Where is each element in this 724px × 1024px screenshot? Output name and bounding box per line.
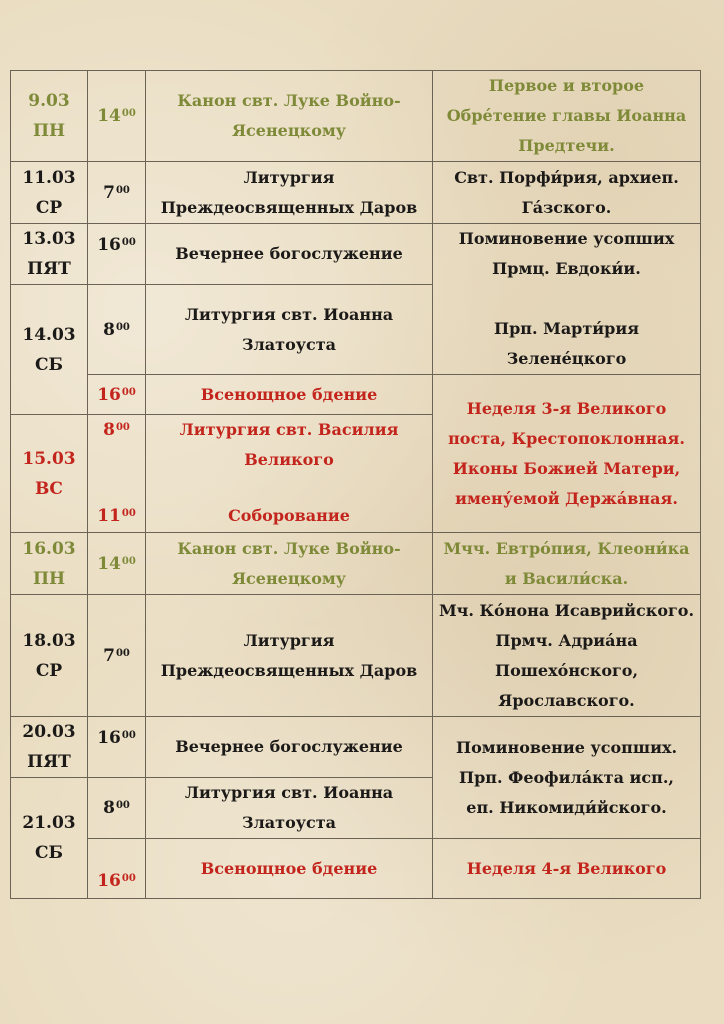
time-cell: $14^{00}$ (88, 533, 146, 595)
date-cell: 13.03 ПЯТ (11, 224, 88, 285)
service-cell: Литургия свт. Иоанна Златоуста (146, 778, 433, 839)
date-cell: 11.03 СР (11, 162, 88, 224)
time-cell: $16^{00}$ (88, 717, 146, 778)
time-cell: $16^{00}$ (88, 839, 146, 899)
service-cell: Вечернее богослужение (146, 224, 433, 285)
saint-cell: Поминовение усопших Прмц. Евдоки́и. Прп. Марти́рия Зелене́цкого (433, 224, 701, 375)
date-cell: 16.03 ПН (11, 533, 88, 595)
service-cell: Литургия Преждеосвященных Даров (146, 595, 433, 717)
time-cell: $16^{00}$ (88, 375, 146, 415)
service-cell: Всенощное бдение (146, 839, 433, 899)
service-cell: Канон свт. Луке Войно- Ясенецкому (146, 533, 433, 595)
date-cell: 15.03 ВС (11, 415, 88, 533)
saint-cell: Мчч. Евтро́пия, Клеони́ка и Васили́ска. (433, 533, 701, 595)
service-cell: Вечернее богослужение (146, 717, 433, 778)
table-row (11, 224, 701, 285)
service-cell: Канон свт. Луке Войно- Ясенецкому (146, 71, 433, 162)
time-cell: $7^{00}$ (88, 162, 146, 224)
schedule-page (10, 70, 700, 899)
service-schedule-table (10, 70, 701, 899)
date-cell: 20.03 ПЯТ (11, 717, 88, 778)
table-row (11, 533, 701, 595)
saint-cell: Свт. Порфи́рия, архиеп. Га́зского. (433, 162, 701, 224)
table-row (11, 375, 701, 415)
date-cell: 21.03 СБ (11, 778, 88, 899)
date-cell: 9.03 ПН (11, 71, 88, 162)
date-cell: 18.03 СР (11, 595, 88, 717)
service-cell: Всенощное бдение (146, 375, 433, 415)
date-cell: 14.03 СБ (11, 285, 88, 415)
service-cell: Литургия свт. Иоанна Златоуста (146, 285, 433, 375)
table-row (11, 71, 701, 162)
table-row (11, 717, 701, 778)
saint-cell: Неделя 4-я Великого (433, 839, 701, 899)
time-cell: $14^{00}$ (88, 71, 146, 162)
time-cell: $16^{00}$ (88, 224, 146, 285)
saint-cell: Мч. Ко́нона Исаврийского. Прмч. Адриа́на Пошехо́нского, Ярославского. (433, 595, 701, 717)
table-row (11, 162, 701, 224)
service-cell: Литургия свт. Василия Великого Соборование (146, 415, 433, 533)
table-row (11, 839, 701, 899)
service-cell: Литургия Преждеосвященных Даров (146, 162, 433, 224)
saint-cell: Поминовение усопших. Прп. Феофила́кта исп., еп. Никомиди́йского. (433, 717, 701, 839)
table-row (11, 595, 701, 717)
time-cell: $8^{00}$ $11^{00}$ (88, 415, 146, 533)
saint-cell: Первое и второе Обре́тение главы Иоанна Предтечи. (433, 71, 701, 162)
time-cell: $8^{00}$ (88, 285, 146, 375)
time-cell: $7^{00}$ (88, 595, 146, 717)
time-cell: $8^{00}$ (88, 778, 146, 839)
saint-cell: Неделя 3-я Великого поста, Крестопоклонная. Иконы Божией Матери, имену́емой Держа́вная. (433, 375, 701, 533)
